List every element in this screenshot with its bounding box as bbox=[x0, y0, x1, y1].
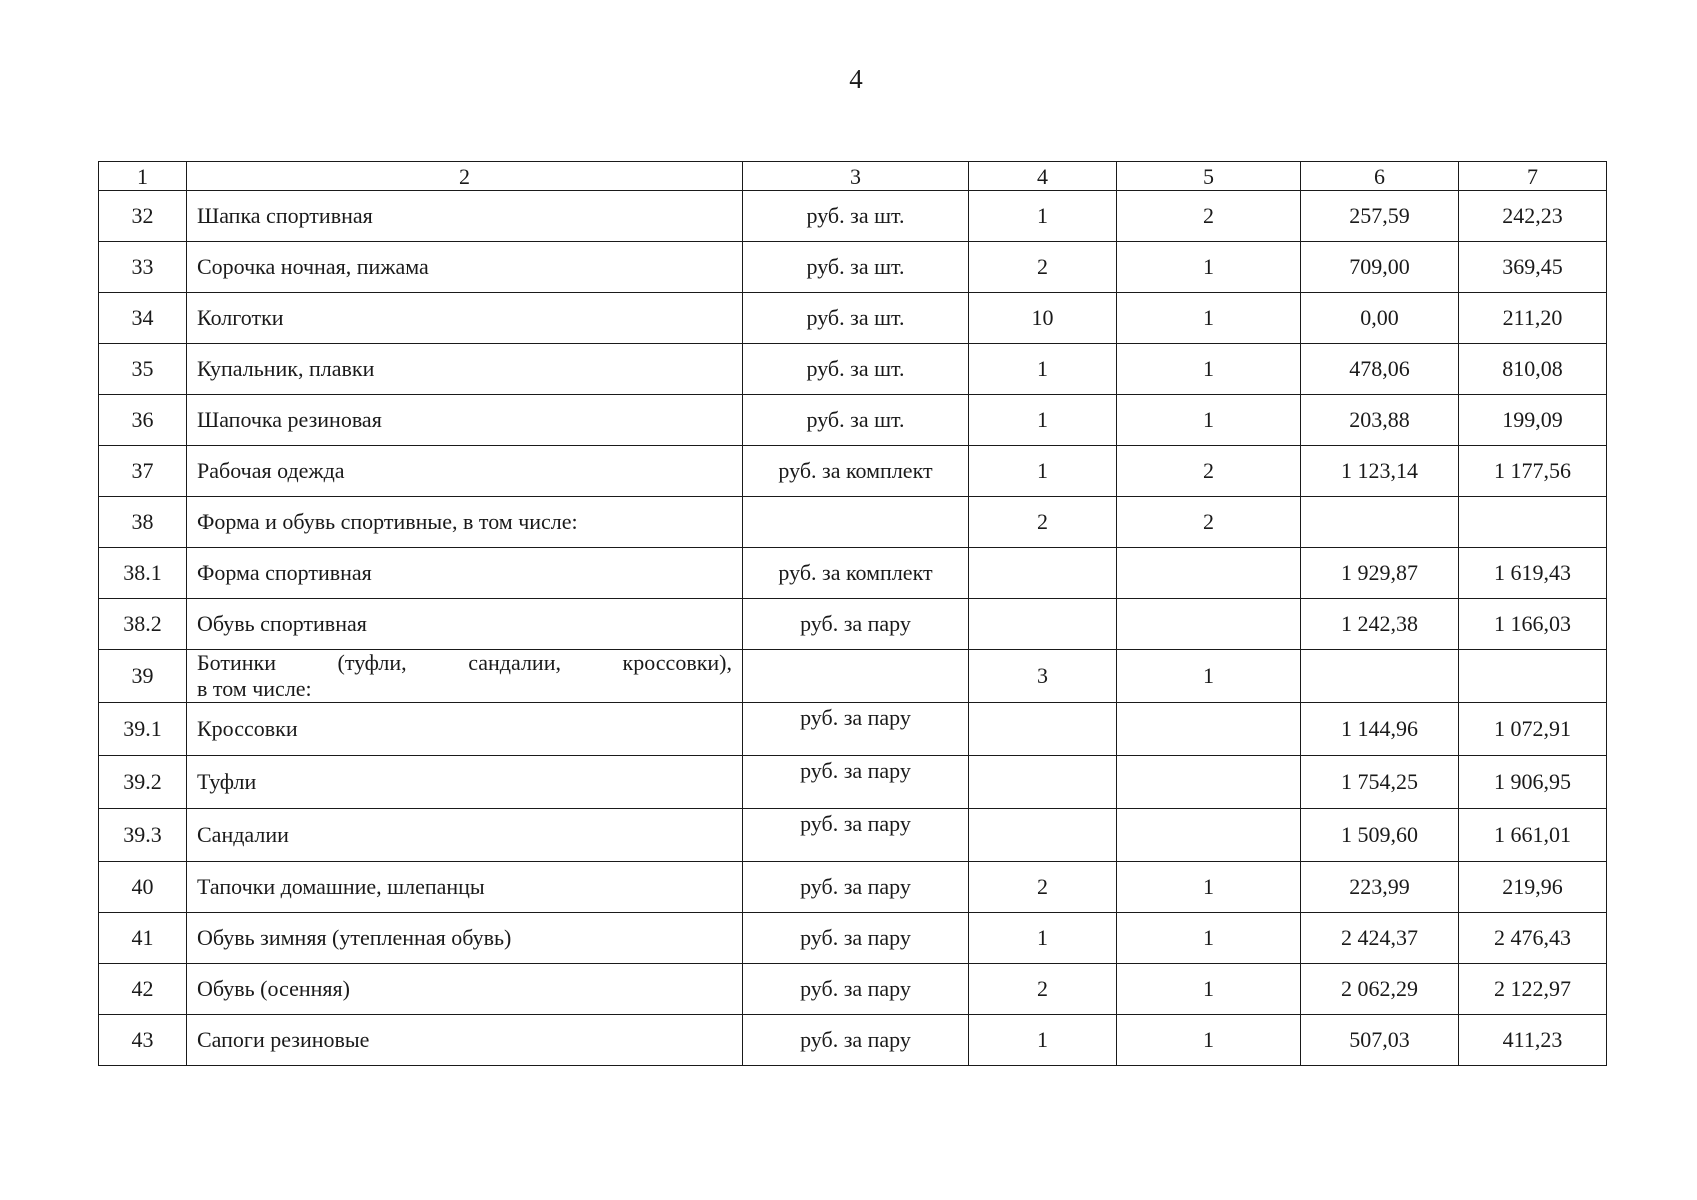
column-6-price bbox=[1301, 650, 1459, 703]
table-row bbox=[99, 293, 1607, 344]
column-6-price: 1 509,60 bbox=[1301, 809, 1459, 862]
column-7-price: 1 619,43 bbox=[1459, 548, 1607, 599]
item-name: Купальник, плавки bbox=[187, 344, 743, 395]
row-number: 38.2 bbox=[99, 599, 187, 650]
column-5-value bbox=[1117, 703, 1301, 756]
column-4-value: 1 bbox=[969, 913, 1117, 964]
table-row bbox=[99, 1015, 1607, 1066]
column-6-price: 478,06 bbox=[1301, 344, 1459, 395]
column-7-price: 1 906,95 bbox=[1459, 756, 1607, 809]
row-number: 33 bbox=[99, 242, 187, 293]
table-row bbox=[99, 395, 1607, 446]
column-6-price: 1 754,25 bbox=[1301, 756, 1459, 809]
column-number-cell: 1 bbox=[99, 162, 187, 191]
column-number-cell: 5 bbox=[1117, 162, 1301, 191]
column-6-price: 203,88 bbox=[1301, 395, 1459, 446]
item-name: Шапочка резиновая bbox=[187, 395, 743, 446]
row-number: 36 bbox=[99, 395, 187, 446]
unit-of-measure: руб. за шт. bbox=[743, 395, 969, 446]
column-4-value: 1 bbox=[969, 191, 1117, 242]
table-row bbox=[99, 497, 1607, 548]
table-row bbox=[99, 191, 1607, 242]
table-row bbox=[99, 913, 1607, 964]
column-7-price: 1 661,01 bbox=[1459, 809, 1607, 862]
row-number: 35 bbox=[99, 344, 187, 395]
unit-of-measure: руб. за пару bbox=[743, 862, 969, 913]
column-4-value: 3 bbox=[969, 650, 1117, 703]
column-7-price: 211,20 bbox=[1459, 293, 1607, 344]
column-5-value: 1 bbox=[1117, 293, 1301, 344]
row-number: 38 bbox=[99, 497, 187, 548]
unit-of-measure: руб. за пару bbox=[743, 964, 969, 1015]
column-5-value bbox=[1117, 756, 1301, 809]
column-4-value: 1 bbox=[969, 446, 1117, 497]
row-number: 32 bbox=[99, 191, 187, 242]
row-number: 34 bbox=[99, 293, 187, 344]
column-4-value bbox=[969, 548, 1117, 599]
row-number: 43 bbox=[99, 1015, 187, 1066]
unit-of-measure: руб. за пару bbox=[743, 703, 969, 756]
column-4-value: 2 bbox=[969, 242, 1117, 293]
table-row bbox=[99, 599, 1607, 650]
column-6-price: 2 062,29 bbox=[1301, 964, 1459, 1015]
column-4-value bbox=[969, 703, 1117, 756]
table-row bbox=[99, 446, 1607, 497]
column-7-price: 242,23 bbox=[1459, 191, 1607, 242]
column-5-value: 1 bbox=[1117, 650, 1301, 703]
column-6-price: 257,59 bbox=[1301, 191, 1459, 242]
column-7-price: 2 122,97 bbox=[1459, 964, 1607, 1015]
unit-of-measure: руб. за комплект bbox=[743, 446, 969, 497]
table-row bbox=[99, 548, 1607, 599]
unit-of-measure bbox=[743, 650, 969, 703]
column-number-cell: 3 bbox=[743, 162, 969, 191]
unit-of-measure: руб. за шт. bbox=[743, 293, 969, 344]
column-4-value: 1 bbox=[969, 395, 1117, 446]
row-number: 39.2 bbox=[99, 756, 187, 809]
item-name: Туфли bbox=[187, 756, 743, 809]
table-row bbox=[99, 703, 1607, 756]
goods-price-table bbox=[98, 161, 1607, 1066]
column-5-value: 1 bbox=[1117, 862, 1301, 913]
column-7-price: 1 072,91 bbox=[1459, 703, 1607, 756]
table-row bbox=[99, 756, 1607, 809]
column-7-price: 411,23 bbox=[1459, 1015, 1607, 1066]
column-5-value: 1 bbox=[1117, 913, 1301, 964]
unit-of-measure: руб. за пару bbox=[743, 1015, 969, 1066]
unit-of-measure: руб. за шт. bbox=[743, 242, 969, 293]
item-name: Шапка спортивная bbox=[187, 191, 743, 242]
column-4-value: 1 bbox=[969, 344, 1117, 395]
item-name: Колготки bbox=[187, 293, 743, 344]
row-number: 41 bbox=[99, 913, 187, 964]
row-number: 38.1 bbox=[99, 548, 187, 599]
table-row bbox=[99, 650, 1607, 703]
column-6-price: 2 424,37 bbox=[1301, 913, 1459, 964]
column-7-price: 1 177,56 bbox=[1459, 446, 1607, 497]
column-6-price: 1 144,96 bbox=[1301, 703, 1459, 756]
column-4-value bbox=[969, 809, 1117, 862]
column-number-cell: 7 bbox=[1459, 162, 1607, 191]
row-number: 39 bbox=[99, 650, 187, 703]
item-name: Сорочка ночная, пижама bbox=[187, 242, 743, 293]
column-5-value: 2 bbox=[1117, 191, 1301, 242]
column-5-value: 1 bbox=[1117, 964, 1301, 1015]
column-6-price bbox=[1301, 497, 1459, 548]
column-7-price bbox=[1459, 497, 1607, 548]
column-6-price: 1 123,14 bbox=[1301, 446, 1459, 497]
table-row bbox=[99, 344, 1607, 395]
column-7-price: 2 476,43 bbox=[1459, 913, 1607, 964]
table-row bbox=[99, 964, 1607, 1015]
row-number: 42 bbox=[99, 964, 187, 1015]
column-5-value: 1 bbox=[1117, 242, 1301, 293]
column-number-cell: 6 bbox=[1301, 162, 1459, 191]
column-number-row bbox=[99, 162, 1607, 191]
unit-of-measure: руб. за пару bbox=[743, 809, 969, 862]
item-name: Сапоги резиновые bbox=[187, 1015, 743, 1066]
unit-of-measure: руб. за пару bbox=[743, 756, 969, 809]
column-5-value bbox=[1117, 599, 1301, 650]
item-name: Обувь спортивная bbox=[187, 599, 743, 650]
column-5-value: 2 bbox=[1117, 497, 1301, 548]
unit-of-measure bbox=[743, 497, 969, 548]
column-5-value: 1 bbox=[1117, 1015, 1301, 1066]
item-name: Рабочая одежда bbox=[187, 446, 743, 497]
column-6-price: 507,03 bbox=[1301, 1015, 1459, 1066]
table-row bbox=[99, 809, 1607, 862]
column-4-value bbox=[969, 599, 1117, 650]
row-number: 39.3 bbox=[99, 809, 187, 862]
column-4-value: 10 bbox=[969, 293, 1117, 344]
column-6-price: 1 242,38 bbox=[1301, 599, 1459, 650]
column-7-price: 810,08 bbox=[1459, 344, 1607, 395]
unit-of-measure: руб. за комплект bbox=[743, 548, 969, 599]
item-name: Форма спортивная bbox=[187, 548, 743, 599]
row-number: 39.1 bbox=[99, 703, 187, 756]
column-7-price: 1 166,03 bbox=[1459, 599, 1607, 650]
column-5-value bbox=[1117, 548, 1301, 599]
column-6-price: 223,99 bbox=[1301, 862, 1459, 913]
item-name-line-1: Ботинки (туфли, сандалии, кроссовки), bbox=[197, 650, 732, 675]
item-name: Обувь (осенняя) bbox=[187, 964, 743, 1015]
column-6-price: 709,00 bbox=[1301, 242, 1459, 293]
page-number: 4 bbox=[849, 64, 863, 94]
unit-of-measure: руб. за шт. bbox=[743, 344, 969, 395]
table-row bbox=[99, 862, 1607, 913]
column-5-value: 1 bbox=[1117, 395, 1301, 446]
column-4-value: 1 bbox=[969, 1015, 1117, 1066]
column-6-price: 1 929,87 bbox=[1301, 548, 1459, 599]
column-5-value: 2 bbox=[1117, 446, 1301, 497]
column-5-value: 1 bbox=[1117, 344, 1301, 395]
item-name: Сандалии bbox=[187, 809, 743, 862]
column-7-price: 199,09 bbox=[1459, 395, 1607, 446]
item-name: Форма и обувь спортивные, в том числе: bbox=[187, 497, 743, 548]
row-number: 40 bbox=[99, 862, 187, 913]
column-7-price: 219,96 bbox=[1459, 862, 1607, 913]
table-row bbox=[99, 242, 1607, 293]
item-name: Тапочки домашние, шлепанцы bbox=[187, 862, 743, 913]
column-number-cell: 4 bbox=[969, 162, 1117, 191]
column-4-value: 2 bbox=[969, 964, 1117, 1015]
item-name: Обувь зимняя (утепленная обувь) bbox=[187, 913, 743, 964]
column-4-value: 2 bbox=[969, 862, 1117, 913]
unit-of-measure: руб. за шт. bbox=[743, 191, 969, 242]
column-7-price: 369,45 bbox=[1459, 242, 1607, 293]
row-number: 37 bbox=[99, 446, 187, 497]
column-number-cell: 2 bbox=[187, 162, 743, 191]
unit-of-measure: руб. за пару bbox=[743, 913, 969, 964]
column-5-value bbox=[1117, 809, 1301, 862]
column-4-value bbox=[969, 756, 1117, 809]
item-name-line-2: в том числе: bbox=[197, 676, 312, 701]
column-6-price: 0,00 bbox=[1301, 293, 1459, 344]
item-name-multiline bbox=[187, 650, 743, 703]
column-4-value: 2 bbox=[969, 497, 1117, 548]
unit-of-measure: руб. за пару bbox=[743, 599, 969, 650]
column-7-price bbox=[1459, 650, 1607, 703]
item-name: Кроссовки bbox=[187, 703, 743, 756]
